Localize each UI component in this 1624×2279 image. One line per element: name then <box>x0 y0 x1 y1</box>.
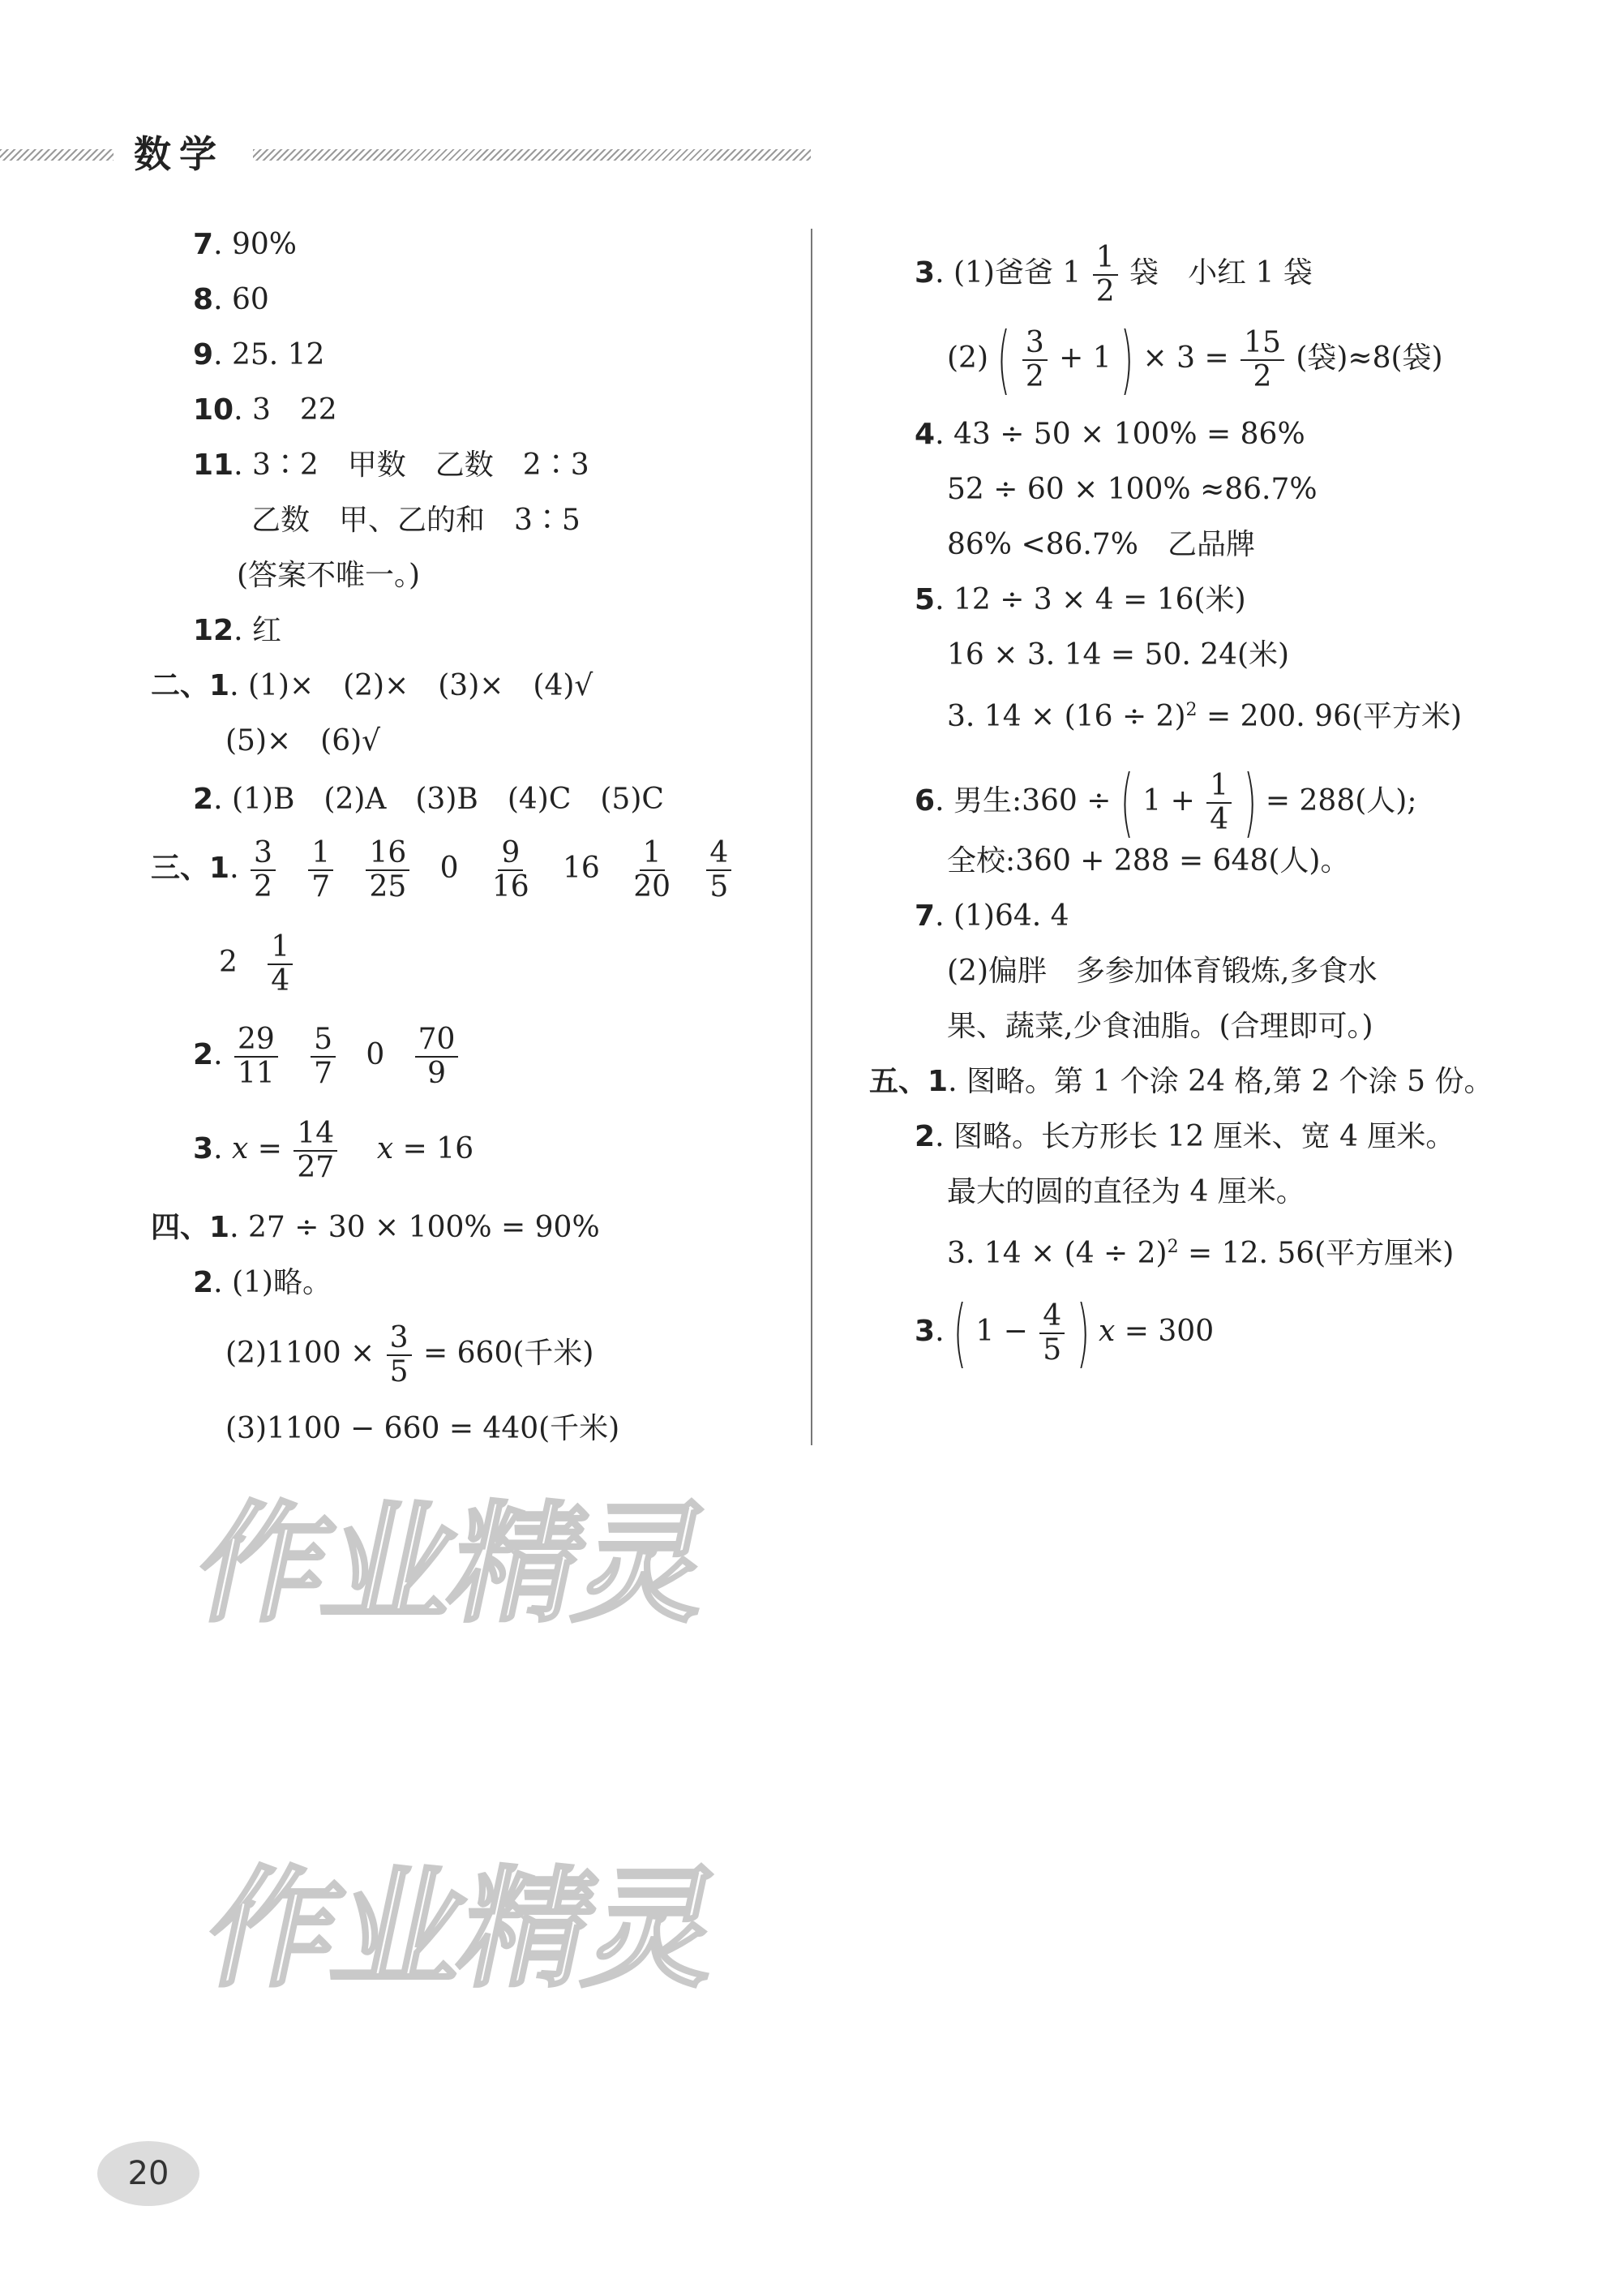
fraction: $\frac{15}{2}$ <box>1240 327 1284 393</box>
right-answer-6-line2: 全校:360 + 288 = 648(人)。 <box>947 844 1350 878</box>
right-answer-5-line3: 3. $14 \times (16 \div 2)^2 = 200$. 96(平方米) <box>947 700 1463 733</box>
section-3-q1: 三、1. $\frac{3}{2}$ $\frac{1}{7}$ $\frac{16}{25}$ 0 $\frac{9}{16}$ 16 $\frac{1}{20}$ $\frac{4}{5}$ <box>151 837 734 903</box>
fraction: $\frac{29}{11}$ <box>234 1024 278 1090</box>
answer-8: 8. 60 <box>193 283 269 316</box>
fraction: $\frac{14}{27}$ <box>294 1118 337 1184</box>
right-answer-6: 6. 男生:360 ÷ ( 1 + $\frac{1}{4}$ ) = 288(人); <box>915 759 1417 846</box>
right-answer-4: 4. 43 ÷ 50 × 100% = 86% <box>915 418 1305 451</box>
paren-open: ( <box>953 1290 967 1376</box>
answer-12: 12. 红 <box>193 614 281 647</box>
section-4-q2: 2. (1)略。 <box>193 1266 332 1299</box>
section-2-q2: 2. (1)B (2)A (3)B (4)C (5)C <box>193 783 664 816</box>
fraction: $\frac{1}{4}$ <box>268 931 293 998</box>
section-5-q2-line3: 3. $14 \times (4 \div 2)^2 = 12$. 56(平方厘米) <box>947 1237 1455 1270</box>
section-3-q1-line2: 2 $\frac{1}{4}$ <box>219 931 295 998</box>
watermark-top: 作业精灵 <box>184 1488 723 1640</box>
fraction: $\frac{3}{2}$ <box>251 837 276 903</box>
section-5-q2-line2: 最大的圆的直径为 4 厘米。 <box>947 1175 1305 1208</box>
right-answer-4-line2: 52 ÷ 60 × 100% ≈86.7% <box>947 473 1318 506</box>
answer-9: 9. 25. 12 <box>193 338 325 371</box>
fraction: $\frac{1}{4}$ <box>1206 770 1232 836</box>
right-answer-7: 7. (1)64. 4 <box>915 899 1069 933</box>
answer-11: 11. 3∶2 甲数 乙数 2∶3 <box>193 449 589 482</box>
section-3-q2: 2. $\frac{29}{11}$ $\frac{5}{7}$ 0 $\frac{70}{9}$ <box>193 1024 461 1090</box>
answer-10: 10. 3 22 <box>193 393 337 427</box>
fraction: $\frac{70}{9}$ <box>415 1024 459 1090</box>
fraction: $\frac{3}{5}$ <box>387 1322 412 1388</box>
right-answer-3-part2: (2) ( $\frac{3}{2}$ + 1 ) × 3 = $\frac{15}{2}$ (袋)≈8(袋) <box>947 316 1443 403</box>
section-5-q2: 2. 图略。长方形长 12 厘米、宽 4 厘米。 <box>915 1120 1455 1153</box>
paren-close: ) <box>1243 759 1257 846</box>
header-title: 数学 <box>134 132 225 176</box>
fraction: $\frac{9}{16}$ <box>491 836 529 903</box>
right-answer-5-line2: 16 × 3. 14 = 50. 24(米) <box>947 638 1290 672</box>
section-5-q1: 五、1. 图略。第 1 个涂 24 格,第 2 个涂 5 份。 <box>869 1065 1493 1098</box>
paren-open: ( <box>1120 759 1133 846</box>
answer-7: 7. 90% <box>193 228 297 261</box>
paren-close: ) <box>1121 316 1134 403</box>
page-number: 20 <box>127 2155 169 2192</box>
paren-close: ) <box>1076 1290 1090 1376</box>
section-5-q3: 3. ( 1 − $\frac{4}{5}$ ) x = 300 <box>915 1290 1215 1376</box>
right-answer-3: 3. (1)爸爸 1 $\frac{1}{2}$ 袋 小红 1 袋 <box>915 241 1313 308</box>
section-3-q3: 3. x = $\frac{14}{27}$ x = 16 <box>193 1117 474 1184</box>
header-hatch-right <box>253 149 811 161</box>
section-4-q2-part3: (3)1100 − 660 = 440(千米) <box>225 1412 620 1445</box>
fraction: $\frac{4}{5}$ <box>706 837 731 903</box>
paren-open: ( <box>997 316 1011 403</box>
answer-11-line2: 乙数 甲、乙的和 3∶5 <box>251 504 581 537</box>
fraction: $\frac{1}{20}$ <box>633 836 671 903</box>
fraction: $\frac{16}{25}$ <box>366 837 409 903</box>
right-answer-4-line3: 86% <86.7% 乙品牌 <box>947 528 1255 561</box>
section-2-q1-line2: (5)× (6)√ <box>225 724 381 758</box>
right-answer-7-line3: 果、蔬菜,少食油脂。(合理即可。) <box>947 1010 1373 1043</box>
right-answer-5: 5. 12 ÷ 3 × 4 = 16(米) <box>915 583 1246 616</box>
right-answer-7-line2: (2)偏胖 多参加体育锻炼,多食水 <box>947 955 1378 988</box>
answer-11-note: (答案不唯一。) <box>237 559 421 592</box>
fraction: $\frac{5}{7}$ <box>311 1024 336 1090</box>
section-4-q1: 四、1. 27 ÷ 30 × 100% = 90% <box>151 1211 600 1244</box>
section-4-q2-part2: (2)1100 × $\frac{3}{5}$ = 660(千米) <box>225 1321 594 1388</box>
fraction: $\frac{1}{2}$ <box>1093 242 1118 308</box>
fraction: $\frac{1}{7}$ <box>308 837 333 903</box>
fraction: $\frac{4}{5}$ <box>1039 1300 1065 1367</box>
watermark-bottom: 作业精灵 <box>194 1853 733 2005</box>
fraction: $\frac{3}{2}$ <box>1022 327 1048 393</box>
page-number-badge <box>97 2141 199 2206</box>
section-2-q1: 二、1. (1)× (2)× (3)× (4)√ <box>151 669 593 702</box>
header-hatch-left <box>0 149 114 161</box>
column-divider <box>811 229 812 1445</box>
